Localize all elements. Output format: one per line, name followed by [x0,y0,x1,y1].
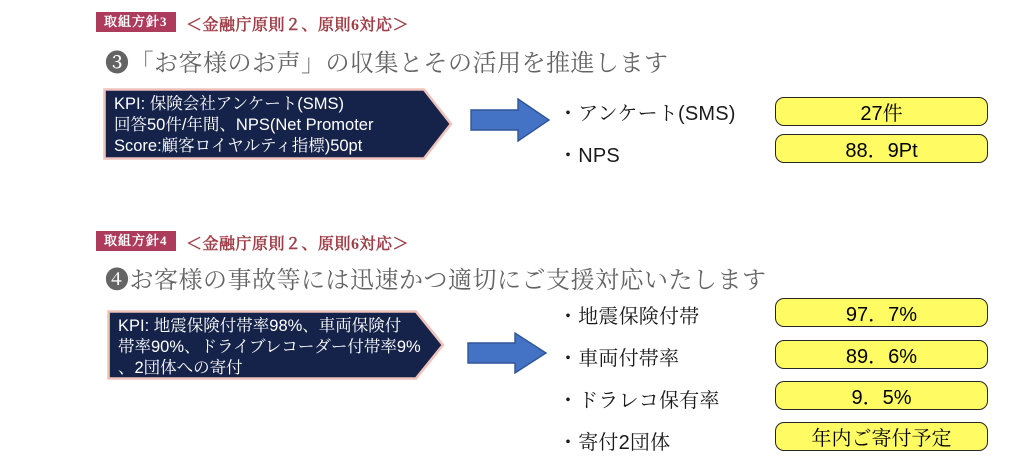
result-value: 97．7% [775,298,988,327]
result-label: ・地震保険付帯 [558,306,700,328]
kpi-line: 帯率90%、ドライブレコーダー付帯率9% [118,338,421,357]
result-value: 88．9Pt [775,134,988,163]
kpi-text-3 [114,94,373,157]
result-label: ・アンケート(SMS) [558,103,736,125]
kpi-line: 、2団体への寄付 [118,359,243,378]
result-label: ・車両付帯率 [558,348,680,370]
policy-badge-3: 取組方針3 [96,12,176,32]
kpi-pennant-4 [107,310,445,380]
result-label: ・ドラレコ保有率 [558,390,720,412]
result-value: 89．6% [775,340,988,369]
kpi-line: KPI: 保険会社アンケート(SMS) [114,95,345,113]
section-heading-4: ❹お客様の事故等には迅速かつ適切にご支援対応いたします [105,267,767,294]
section-heading-3: ❸「お客様のお声」の収集とその活用を推進します [105,50,669,77]
kpi-line: 回答50件/年間、NPS(Net Promoter [114,116,374,135]
result-label: ・NPS [558,145,620,167]
right-arrow-icon [467,330,549,376]
kpi-text-4 [118,316,421,379]
principles-caption-3: ＜金融庁原則２、原則6対応＞ [186,17,410,34]
kpi-line: KPI: 地震保険付帯率98%、車両保険付 [118,317,402,335]
result-value: 年内ご寄付予定 [775,422,988,451]
policy-badge-4: 取組方針4 [96,231,176,251]
result-value: 9．5% [775,381,988,410]
kpi-line: Score:顧客ロイヤルティ指標)50pt [114,137,363,156]
result-value: 27件 [775,97,988,126]
kpi-pennant-3 [103,88,453,160]
principles-caption-4: ＜金融庁原則２、原則6対応＞ [186,236,410,253]
result-label: ・寄付2団体 [558,432,671,454]
right-arrow-icon [470,96,552,144]
